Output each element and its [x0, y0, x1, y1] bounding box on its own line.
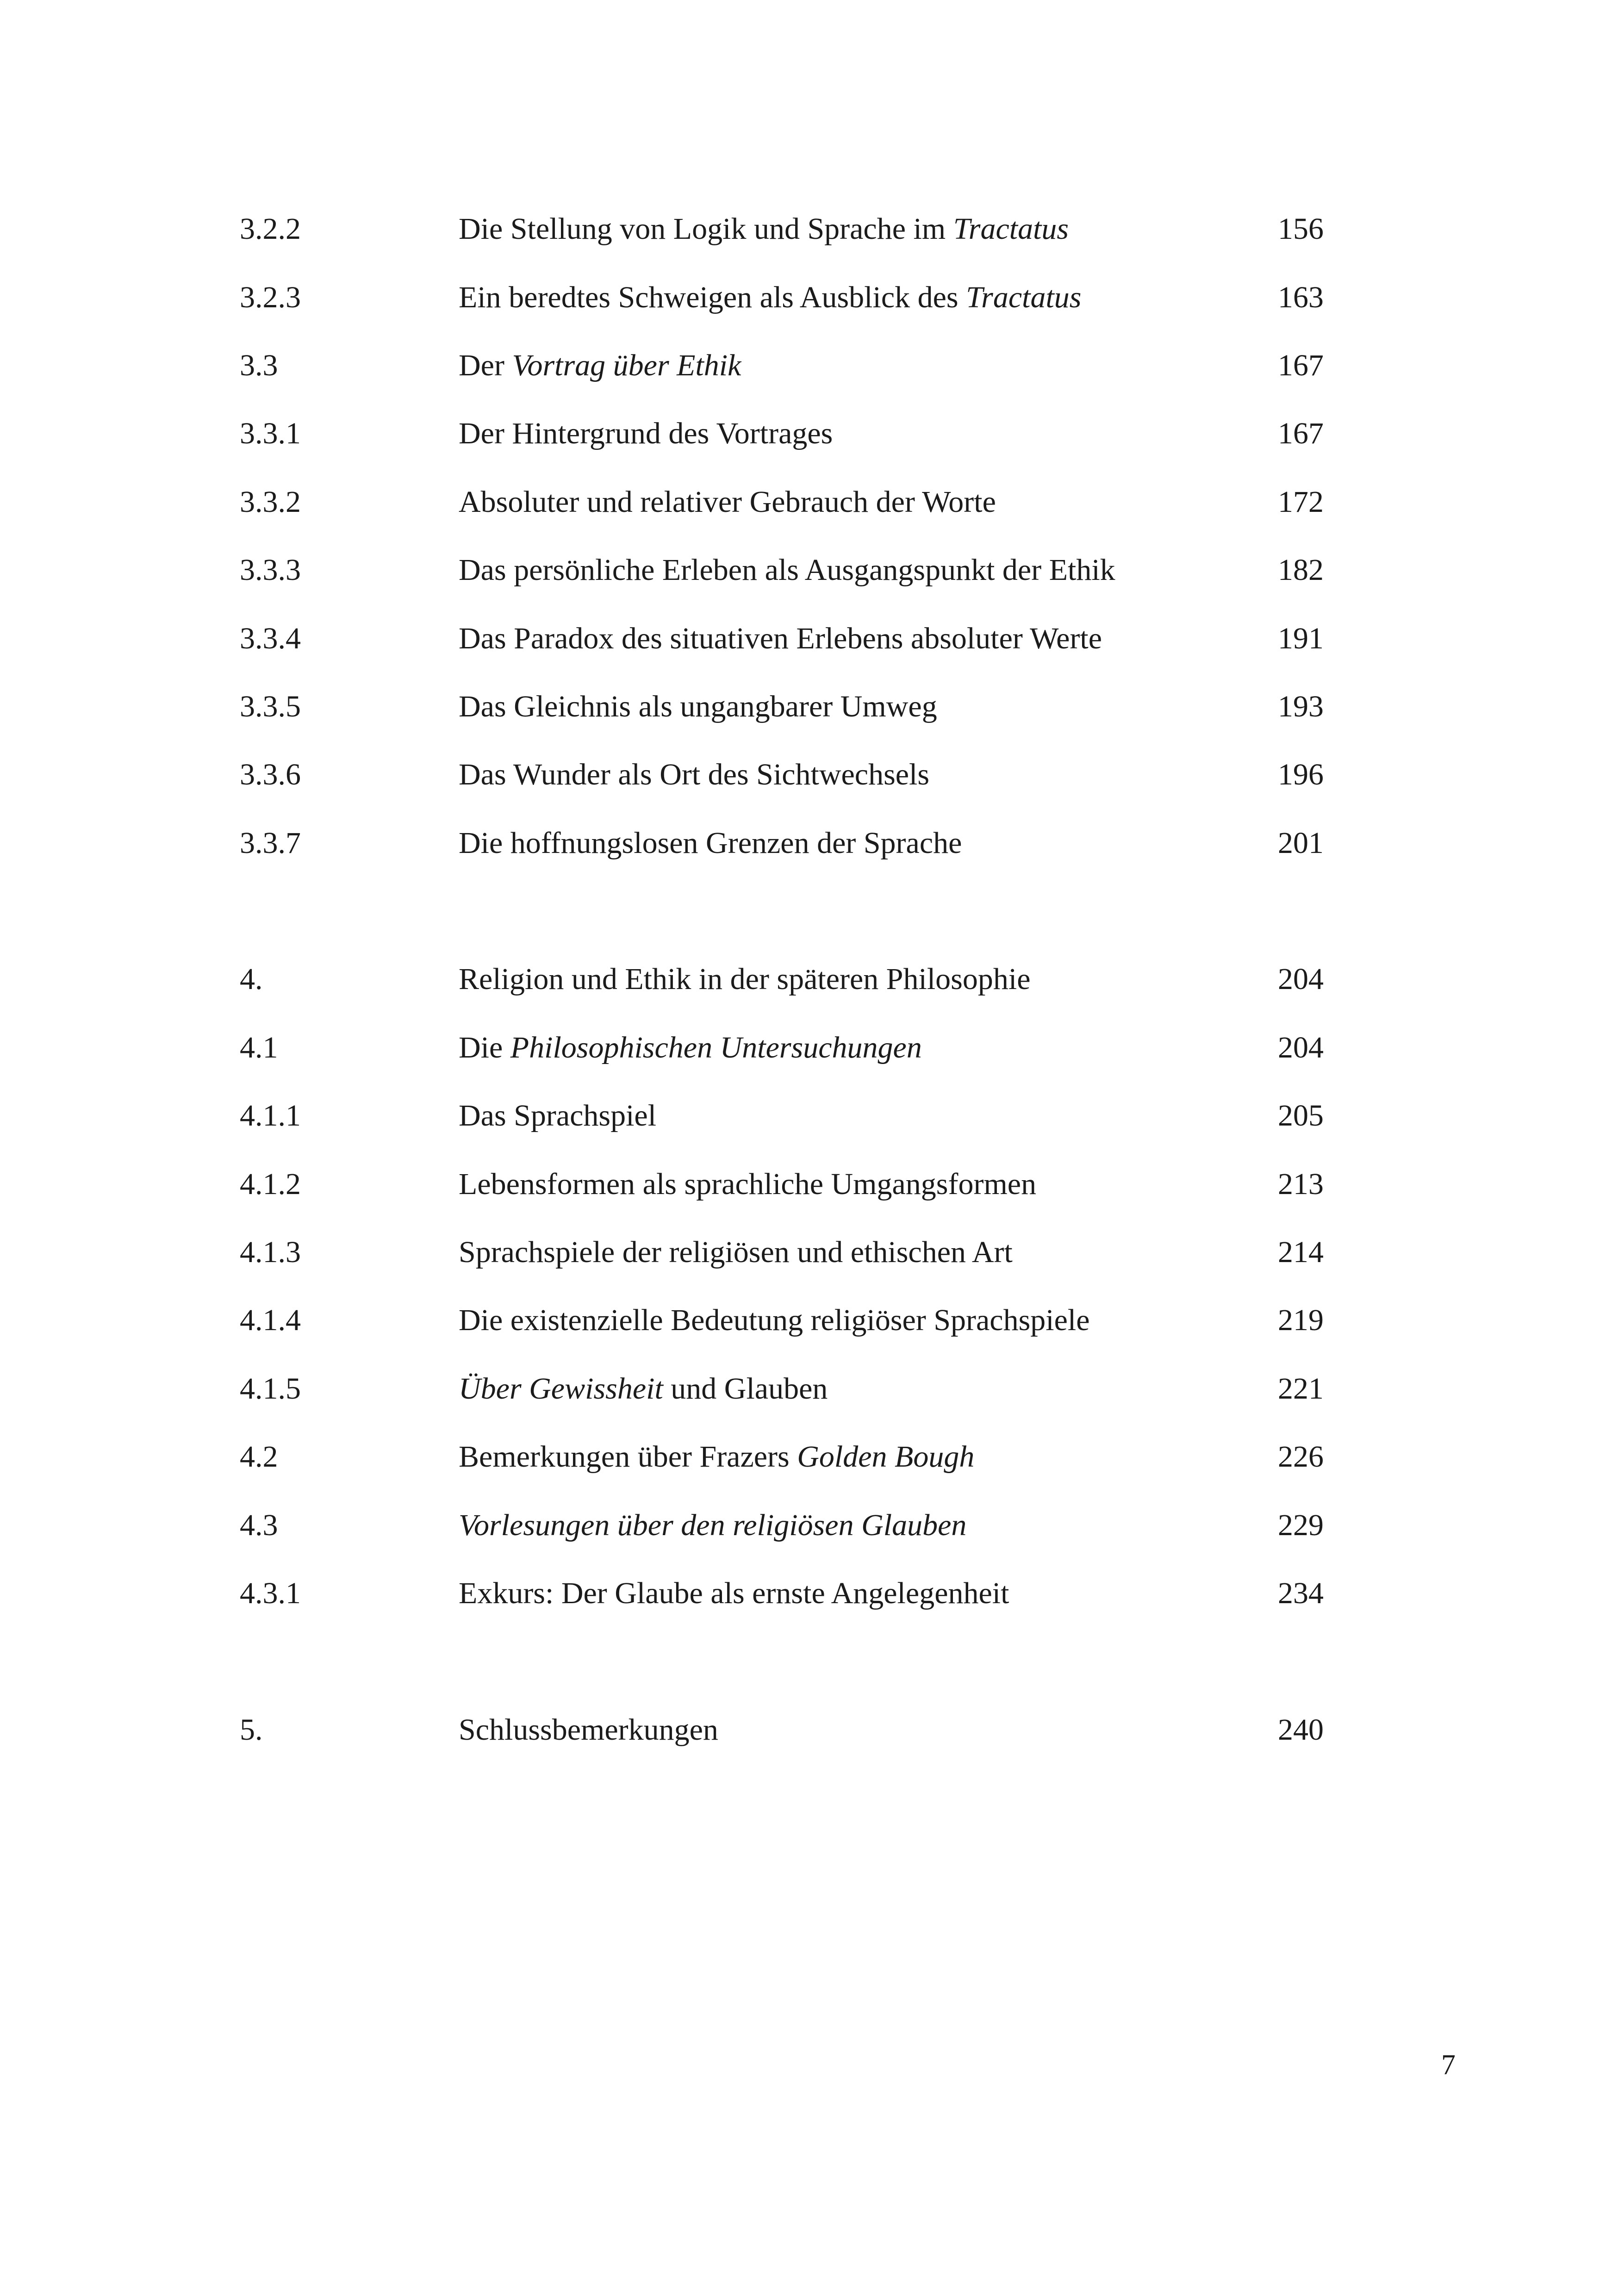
toc-entry [0, 1227, 1618, 1278]
page-reference: 204 [1278, 962, 1324, 996]
toc-entry [0, 1363, 1618, 1414]
page-reference: 182 [1278, 553, 1324, 587]
section-number: 4.1.5 [240, 1372, 301, 1406]
page-reference: 156 [1278, 212, 1324, 246]
section-number: 4.1.2 [240, 1167, 301, 1201]
section-title-text: Die [459, 1031, 510, 1064]
section-number: 4.1 [240, 1031, 278, 1064]
page-reference: 234 [1278, 1576, 1324, 1610]
toc-entry [0, 613, 1618, 664]
section-title-text: Das persönliche Erleben als Ausgangspunkt der Ethik [459, 553, 1115, 587]
page-reference: 213 [1278, 1167, 1324, 1201]
section-title-text: Die Stellung von Logik und Sprache im [459, 212, 953, 246]
page-reference: 167 [1278, 417, 1324, 450]
page-reference: 205 [1278, 1099, 1324, 1132]
section-title-text: Lebensformen als sprachliche Umgangsformen [459, 1167, 1037, 1201]
section-title-text: Ein beredtes Schweigen als Ausblick des [459, 280, 966, 314]
page-reference: 196 [1278, 758, 1324, 791]
section-number: 3.3.3 [240, 553, 301, 587]
toc-entry [0, 1090, 1618, 1141]
section-title-italic: Golden Bough [797, 1440, 975, 1474]
toc-entry [0, 818, 1618, 869]
section-title-text: Exkurs: Der Glaube als ernste Angelegenheit [459, 1576, 1009, 1610]
section-title-text: Der Hintergrund des Vortrages [459, 417, 833, 450]
page-reference: 226 [1278, 1440, 1324, 1474]
toc-entry [0, 1295, 1618, 1346]
section-title-italic: Tractatus [953, 212, 1069, 246]
toc-entry [0, 681, 1618, 732]
section-number: 3.3.6 [240, 758, 301, 791]
toc-entry [0, 477, 1618, 528]
section-title-italic: Tractatus [966, 280, 1082, 314]
page-reference: 191 [1278, 622, 1324, 655]
toc-entry [0, 1159, 1618, 1210]
section-number: 4.2 [240, 1440, 278, 1474]
toc-entry [0, 954, 1618, 1005]
section-number: 4.3.1 [240, 1576, 301, 1610]
page-reference: 172 [1278, 485, 1324, 519]
section-title [459, 1295, 1090, 1346]
section-number: 3.3 [240, 348, 278, 382]
section-title-italic: Philosophischen Untersuchungen [510, 1031, 922, 1064]
page-reference: 167 [1278, 348, 1324, 382]
section-title-text: Der [459, 348, 512, 382]
toc-entry [0, 1705, 1618, 1755]
section-title [459, 1227, 1013, 1278]
toc-entry [0, 1022, 1618, 1073]
toc-entry [0, 1500, 1618, 1551]
section-title [459, 545, 1115, 596]
section-title [459, 408, 833, 459]
section-title-text: Absoluter und relativer Gebrauch der Worte [459, 485, 996, 519]
section-number: 3.3.1 [240, 417, 301, 450]
section-title [459, 1363, 828, 1414]
page-reference: 229 [1278, 1508, 1324, 1542]
section-title-text: Schlussbemerkungen [459, 1713, 718, 1747]
toc-entry [0, 340, 1618, 391]
section-title [459, 1159, 1036, 1210]
section-number: 4.1.1 [240, 1099, 301, 1132]
section-title [459, 954, 1031, 1005]
section-title-text: Religion und Ethik in der späteren Philosophie [459, 962, 1031, 996]
section-title [459, 613, 1102, 664]
page-reference: 201 [1278, 826, 1324, 860]
section-title [459, 1500, 966, 1551]
toc-entry [0, 272, 1618, 323]
page-reference: 240 [1278, 1713, 1324, 1747]
section-number: 3.3.2 [240, 485, 301, 519]
section-title [459, 204, 1069, 255]
page-reference: 163 [1278, 280, 1324, 314]
section-number: 4.3 [240, 1508, 278, 1542]
section-number: 4.1.4 [240, 1303, 301, 1337]
section-number: 4.1.3 [240, 1235, 301, 1269]
toc-entry [0, 408, 1618, 459]
section-title [459, 1090, 656, 1141]
section-title-italic: Vorlesungen über den religiösen Glauben [459, 1508, 967, 1542]
section-title [459, 749, 929, 800]
section-title-italic: Über Gewissheit [459, 1372, 663, 1406]
section-number: 3.2.2 [240, 212, 301, 246]
section-number: 4. [240, 962, 263, 996]
section-title-text: Das Wunder als Ort des Sichtwechsels [459, 758, 930, 791]
section-title [459, 1431, 974, 1482]
section-title-text: Bemerkungen über Frazers [459, 1440, 797, 1474]
section-title [459, 477, 996, 528]
page-reference: 193 [1278, 690, 1324, 723]
section-number: 3.3.7 [240, 826, 301, 860]
page-number: 7 [1441, 2049, 1456, 2081]
toc-entry [0, 545, 1618, 596]
section-title [459, 340, 741, 391]
section-title-text: Die existenzielle Bedeutung religiöser Sprachspiele [459, 1303, 1090, 1337]
section-number: 3.3.5 [240, 690, 301, 723]
section-title-italic: Vortrag über Ethik [512, 348, 741, 382]
toc-entry [0, 1431, 1618, 1482]
section-title [459, 272, 1082, 323]
section-title-text: Die hoffnungslosen Grenzen der Sprache [459, 826, 962, 860]
page-reference: 219 [1278, 1303, 1324, 1337]
section-number: 3.3.4 [240, 622, 301, 655]
section-title [459, 818, 962, 869]
section-title-text: Das Gleichnis als ungangbarer Umweg [459, 690, 937, 723]
section-title-text: Das Paradox des situativen Erlebens absoluter Werte [459, 622, 1102, 655]
section-title-text: Sprachspiele der religiösen und ethischen Art [459, 1235, 1013, 1269]
page-reference: 214 [1278, 1235, 1324, 1269]
section-number: 5. [240, 1713, 263, 1747]
section-title-text: und Glauben [663, 1372, 828, 1406]
toc-entry [0, 204, 1618, 255]
page-reference: 204 [1278, 1031, 1324, 1064]
section-title [459, 1568, 1009, 1619]
section-title [459, 1705, 718, 1755]
section-title [459, 681, 937, 732]
toc-entry [0, 749, 1618, 800]
section-title-text: Das Sprachspiel [459, 1099, 657, 1132]
section-number: 3.2.3 [240, 280, 301, 314]
toc-entry [0, 1568, 1618, 1619]
page-reference: 221 [1278, 1372, 1324, 1406]
section-title [459, 1022, 922, 1073]
